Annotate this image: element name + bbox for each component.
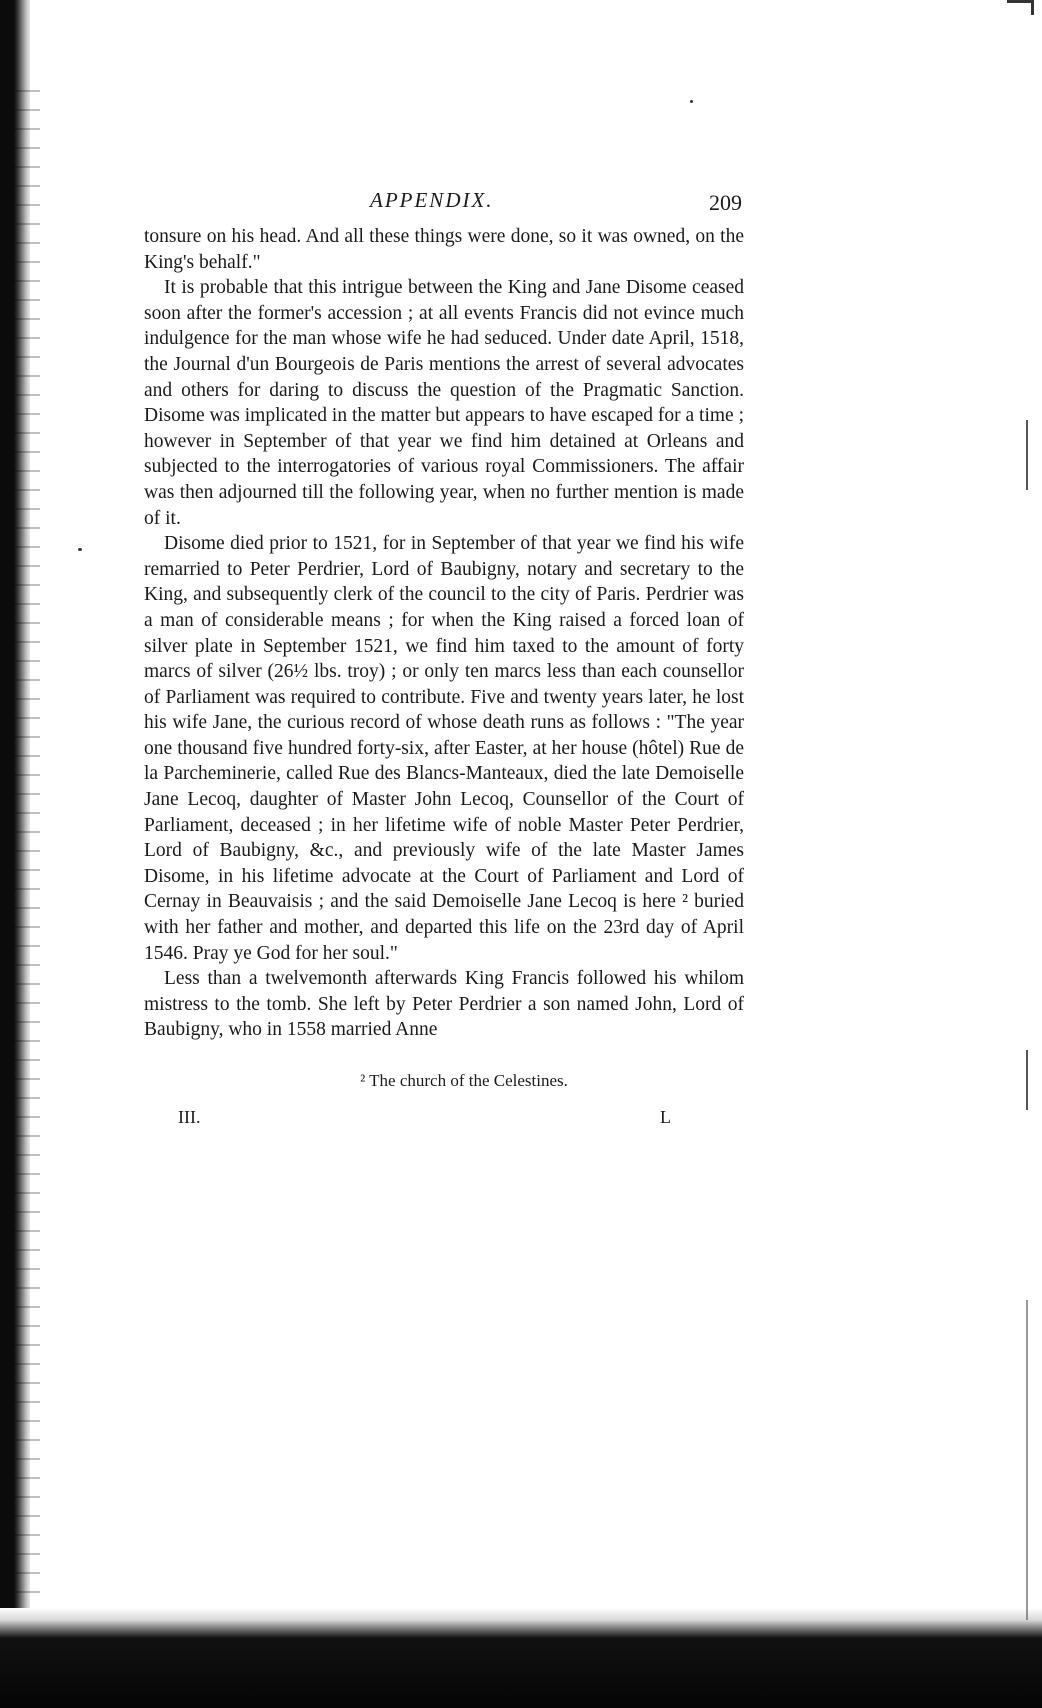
paragraph: Disome died prior to 1521, for in September of that year we find his wife remarried to Peter Perdrier, Lord of Baubigny, notary and secretary to the King, and subsequently clerk of the council to the city of Paris. Perdrier was a man of considerable means ; for when the King raised a forced loan of silver plate in September 1521, we find him taxed to the amount of forty marcs of silver (26½ lbs. troy) ; or only ten marcs less than each counsellor of Parliament was required to contribute. Five and twenty years later, he lost his wife Jane, the curious record of whose death runs as follows : "The year one thousand five hundred forty-six, after Easter, at her house (hôtel) Rue de la Parcheminerie, called Rue des Blancs-Manteaux, died the late Demoiselle Jane Lecoq, daughter of Master John Lecoq, Counsellor of the Court of Parliament, deceased ; in her lifetime wife of noble Master Peter Perdrier, Lord of Baubigny, &c., and previously wife of the late Master James Disome, in his lifetime advocate at the Court of Parliament and Lord of Cernay in Beauvaisis ; and the said Demoiselle Jane Lecoq is here ² buried with her father and mother, and departed this life on the 23rd day of April 1546. Pray ye God for her soul."	[144, 533, 744, 964]
scan-corner-mark	[1007, 0, 1034, 15]
scan-speck	[78, 548, 82, 551]
paragraph-continuation: tonsure on his head. And all these things were done, so it was owned, on the King's behalf."	[144, 226, 744, 273]
body-text	[144, 224, 744, 1043]
page-number: 209	[709, 190, 742, 215]
signature-row	[144, 1101, 744, 1141]
scan-right-line	[1026, 1050, 1028, 1110]
scan-speck	[690, 100, 693, 103]
scan-binding-marks	[14, 90, 40, 1610]
footnote: ² The church of the Celestines.	[360, 1071, 568, 1090]
scan-bottom-edge	[0, 1608, 1042, 1708]
paragraph: Less than a twelvemonth afterwards King Francis followed his whilom mistress to the tomb. She left by Peter Perdrier a son named John, Lord of Baubigny, who in 1558 married Anne	[144, 968, 744, 1041]
gathering-mark: L	[660, 1107, 671, 1127]
book-page	[144, 180, 744, 1141]
page-header	[144, 180, 744, 224]
paragraph: It is probable that this intrigue between the King and Jane Disome ceased soon after the former's accession ; at all events Francis did not evince much indulgence for the man whose wife he had seduced. Under date April, 1518, the Journal d'un Bourgeois de Paris mentions the arrest of several advocates and others for daring to discuss the question of the Pragmatic Sanction. Disome was implicated in the matter but appears to have escaped for a time ; however in September of that year we find him detained at Orleans and subjected to the interrogatories of various royal Commissioners. The affair was then adjourned till the following year, when no further mention is made of it.	[144, 277, 744, 529]
volume-signature: III.	[178, 1107, 201, 1127]
scan-right-line	[1026, 420, 1028, 490]
scan-right-line	[1026, 1300, 1028, 1620]
running-head: APPENDIX.	[370, 188, 494, 212]
